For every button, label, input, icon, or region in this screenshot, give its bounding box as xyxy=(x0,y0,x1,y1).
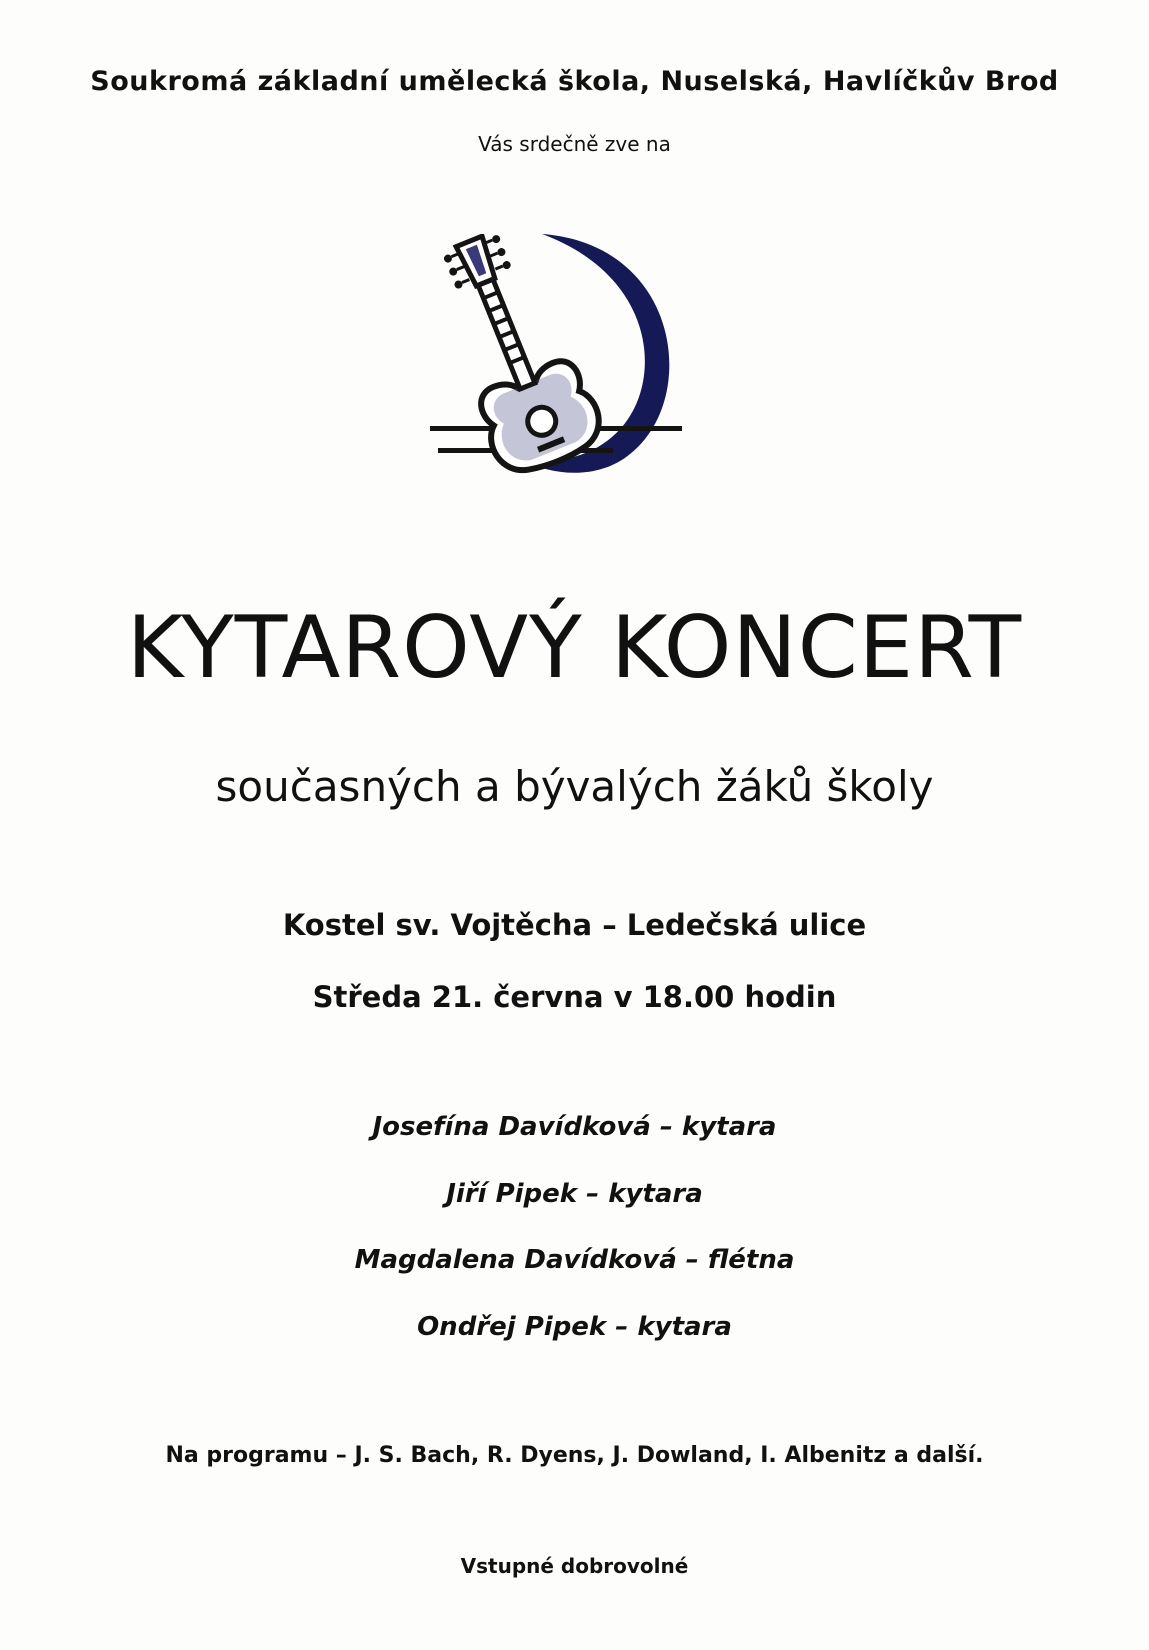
performer-item: Magdalena Davídková – flétna xyxy=(354,1245,795,1275)
guitar-moon-icon xyxy=(430,234,725,510)
performer-item: Josefína Davídková – kytara xyxy=(372,1112,777,1142)
venue: Kostel sv. Vojtěcha – Ledečská ulice xyxy=(282,908,867,942)
invitation-text: Vás srdečně zve na xyxy=(478,132,671,156)
program-text: Na programu – J. S. Bach, R. Dyens, J. Dowland, I. Albenitz a další. xyxy=(165,1443,984,1468)
concert-title: KYTAROVÝ KONCERT xyxy=(126,598,1023,698)
school-name: Soukromá základní umělecká škola, Nuselská, Havlíčkův Brod xyxy=(90,66,1059,97)
admission-text: Vstupné dobrovolné xyxy=(460,1554,689,1578)
concert-subtitle: současných a bývalých žáků školy xyxy=(215,762,934,811)
guitar xyxy=(430,234,609,482)
performer-item: Ondřej Pipek – kytara xyxy=(417,1312,732,1342)
date-time: Středa 21. června v 18.00 hodin xyxy=(312,980,837,1014)
performer-item: Jiří Pipek – kytara xyxy=(446,1179,703,1209)
